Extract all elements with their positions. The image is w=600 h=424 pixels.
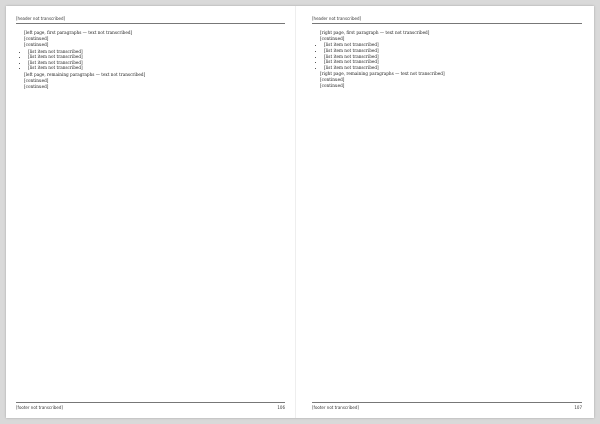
paragraph: [continued] (320, 83, 345, 89)
paragraph: [continued] (24, 77, 49, 83)
paragraph: [left page, remaining paragraphs — text not transcribed] (24, 71, 146, 77)
list-item: • [list item not transcribed] (324, 48, 582, 54)
left-paragraphs-2 (16, 72, 285, 90)
left-running-header: [header not transcribed] (16, 16, 285, 24)
right-footer (312, 402, 582, 410)
left-page (6, 6, 296, 418)
list-item: • [list item not transcribed] (28, 60, 285, 66)
list-item: • [list item not transcribed] (324, 59, 582, 65)
list-item: • [list item not transcribed] (28, 54, 285, 60)
paragraph: [continued] (24, 83, 49, 89)
right-page-body (312, 30, 582, 392)
document-spread (6, 6, 594, 418)
list-item: • [list item not transcribed] (324, 42, 582, 48)
paragraph: [continued] (24, 36, 49, 42)
right-bullet-list (324, 42, 582, 70)
paragraph: [continued] (320, 36, 345, 42)
right-page-number: 107 (574, 405, 582, 410)
left-page-body (16, 30, 285, 392)
paragraph: [left page, first paragraphs — text not transcribed] (24, 30, 133, 35)
paragraph: [continued] (24, 42, 49, 48)
right-paragraphs-2 (312, 71, 582, 89)
right-paragraphs-1 (312, 30, 582, 42)
right-running-header: [header not transcribed] (312, 16, 582, 24)
list-item: • [list item not transcribed] (28, 65, 285, 71)
list-item: • [list item not transcribed] (28, 49, 285, 55)
paragraph: [continued] (320, 77, 345, 83)
left-footer-text: [footer not transcribed] (16, 405, 63, 410)
list-item: • [list item not transcribed] (324, 54, 582, 60)
paragraph: [right page, remaining paragraphs — text not transcribed] (320, 70, 445, 76)
left-footer (16, 402, 285, 410)
left-bullet-list (28, 49, 285, 71)
list-item: • [list item not transcribed] (324, 65, 582, 71)
right-page (302, 6, 592, 418)
left-page-number: 106 (277, 405, 285, 410)
right-footer-text: [footer not transcribed] (312, 405, 359, 410)
left-paragraphs-1 (16, 30, 285, 48)
paragraph: [right page, first paragraph — text not transcribed] (320, 30, 430, 35)
